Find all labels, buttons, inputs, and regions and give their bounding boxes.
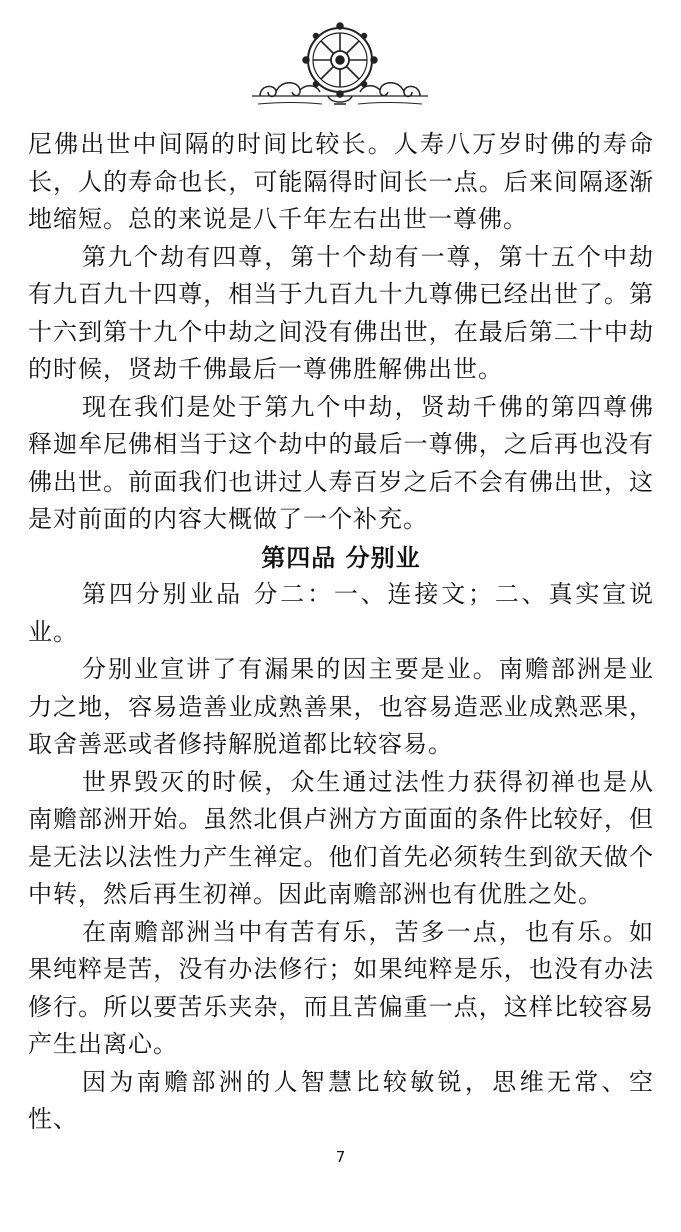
- chapter-heading: 第四品 分别业: [261, 542, 421, 572]
- paragraph: 第九个劫有四尊，第十个劫有一尊，第十五个中劫有九百九十四尊，相当于九百九十九尊佛已经出世了。第十六到第十九个中劫之间没有佛出世，在最后第二十中劫的时候，贤劫千佛最后一尊佛胜解佛出世。: [28, 242, 654, 383]
- paragraph: 第四分别业品 分二：一、连接文；二、真实宣说业。: [28, 580, 654, 646]
- paragraph: 现在我们是处于第九个中劫，贤劫千佛的第四尊佛释迦牟尼佛相当于这个劫中的最后一尊佛，之后再也没有佛出世。前面我们也讲过人寿百岁之后不会有佛出世，这是对前面的内容大概做了一个补充。: [28, 392, 654, 533]
- paragraph-continued: 尼佛出世中间隔的时间比较长。人寿八万岁时佛的寿命长，人的寿命也长，可能隔得时间长一点。后来间隔逐渐地缩短。总的来说是八千年左右出世一尊佛。: [28, 130, 654, 233]
- paragraph: 在南赡部洲当中有苦有乐，苦多一点，也有乐。如果纯粹是苦，没有办法修行；如果纯粹是乐，也没有办法修行。所以要苦乐夹杂，而且苦偏重一点，这样比较容易产生出离心。: [28, 917, 654, 1058]
- paragraph: 分别业宣讲了有漏果的因主要是业。南赡部洲是业力之地，容易造善业成熟善果，也容易造恶业成熟恶果，取舍善恶或者修持解脱道都比较容易。: [28, 655, 654, 758]
- page-number: 7: [335, 1148, 346, 1166]
- paragraph: 因为南赡部洲的人智慧比较敏锐，思维无常、空性、: [28, 1067, 654, 1133]
- paragraph: 世界毁灭的时候，众生通过法性力获得初禅也是从南赡部洲开始。虽然北俱卢洲方方面面的条件比较好，但是无法以法性力产生禅定。他们首先必须转生到欲天做个中转，然后再生初禅。因此南赡部洲也有优胜之处。: [28, 767, 654, 908]
- body-text: [28, 126, 654, 1139]
- dharma-wheel-ornament-icon: [250, 18, 430, 113]
